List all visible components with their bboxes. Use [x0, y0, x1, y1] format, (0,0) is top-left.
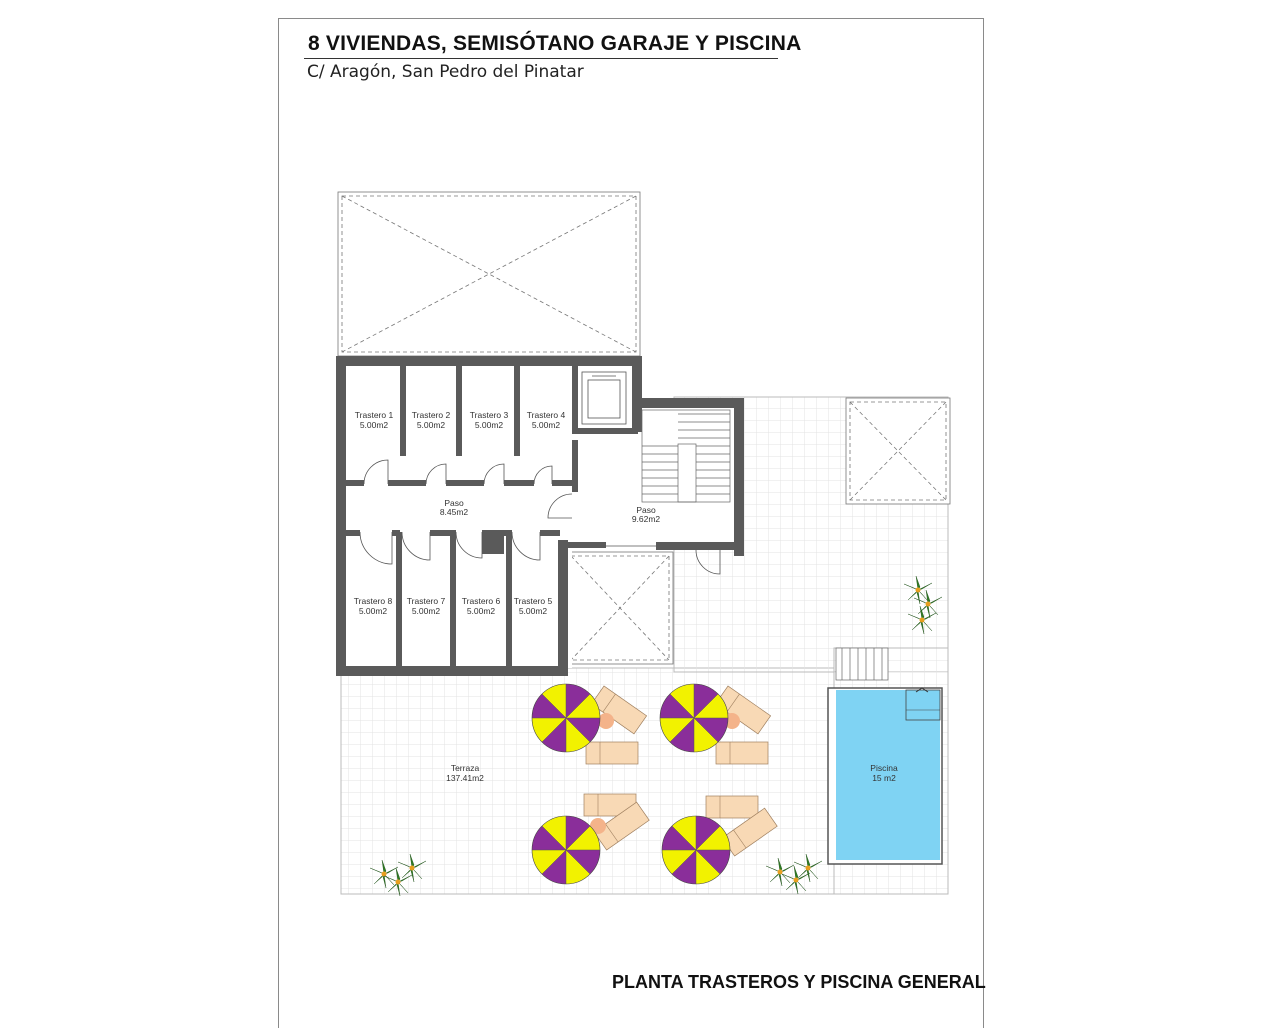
trastero-2-name: Trastero 2: [411, 410, 451, 420]
paso-2-name: Paso: [636, 505, 656, 515]
trastero-3-area: 5.00m2: [474, 420, 504, 430]
trastero-8-area: 5.00m2: [358, 606, 388, 616]
piscina-area: 15 m2: [872, 773, 896, 783]
trastero-5-area: 5.00m2: [518, 606, 548, 616]
trastero-6-name: Trastero 6: [461, 596, 501, 606]
trastero-5-name: Trastero 5: [513, 596, 553, 606]
trastero-1-name: Trastero 1: [354, 410, 394, 420]
void-centre: [567, 552, 673, 664]
paso-2-area: 9.62m2: [631, 514, 661, 524]
trastero-3-name: Trastero 3: [469, 410, 509, 420]
trastero-2-area: 5.00m2: [416, 420, 446, 430]
piscina-name: Piscina: [870, 763, 898, 773]
void-east: [846, 398, 950, 504]
trastero-4-name: Trastero 4: [526, 410, 566, 420]
trastero-6-area: 5.00m2: [466, 606, 496, 616]
plan-title: 8 VIVIENDAS, SEMISÓTANO GARAJE Y PISCINA: [308, 32, 802, 55]
plan-address: C/ Aragón, San Pedro del Pinatar: [307, 62, 584, 82]
trastero-4-area: 5.00m2: [531, 420, 561, 430]
trastero-7-area: 5.00m2: [411, 606, 441, 616]
terraza-name: Terraza: [450, 763, 480, 773]
plan-name: PLANTA TRASTEROS Y PISCINA GENERAL: [612, 972, 986, 992]
trastero-8-name: Trastero 8: [353, 596, 393, 606]
pool-steps: [836, 648, 888, 680]
paso-1-name: Paso: [444, 498, 464, 508]
void-north: [338, 192, 640, 356]
trastero-1-area: 5.00m2: [359, 420, 389, 430]
terraza-area: 137.41m2: [446, 773, 484, 783]
trastero-7-name: Trastero 7: [406, 596, 446, 606]
paso-1-area: 8.45m2: [439, 507, 469, 517]
